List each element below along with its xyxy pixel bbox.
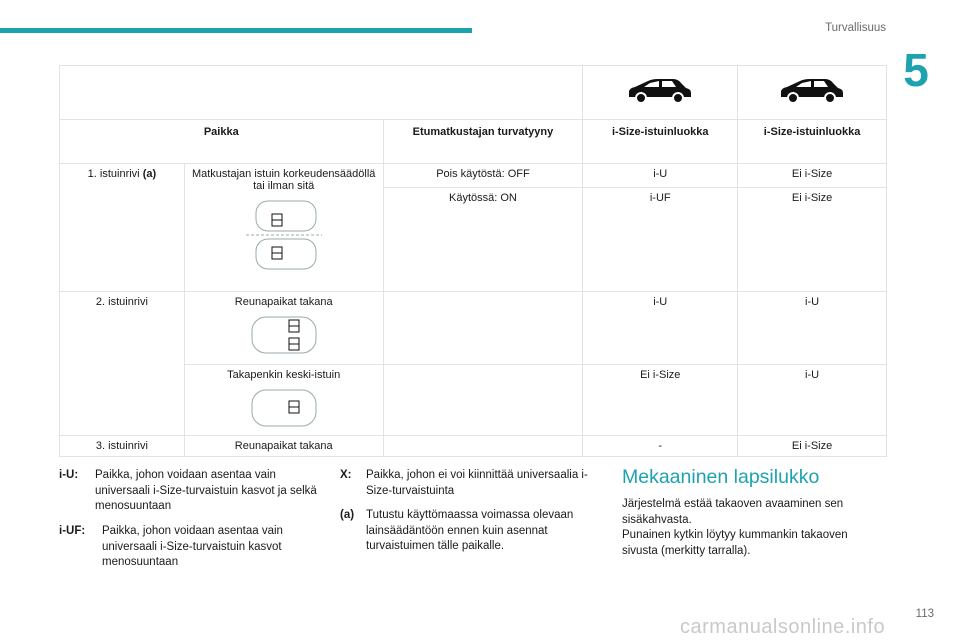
table-row xyxy=(60,292,887,365)
airbag-value: Pois käytöstä: OFF xyxy=(383,164,583,188)
child-lock-heading: Mekaaninen lapsilukko xyxy=(622,466,820,488)
row-position xyxy=(184,164,383,292)
isize-value-2: Ei i-Size xyxy=(738,436,887,457)
isize-value-2: i-U xyxy=(738,365,887,436)
isize-value-2: i-U xyxy=(738,292,887,365)
header-isize-2: i-Size-istuinluokka xyxy=(738,120,887,164)
position-text: Takapenkin keski-istuin xyxy=(227,369,341,381)
header-accent-bar xyxy=(0,28,472,33)
isize-value-2: Ei i-Size xyxy=(738,188,887,292)
header-isize-1: i-Size-istuinluokka xyxy=(583,120,738,164)
child-seat-table xyxy=(59,65,887,457)
position-text: Matkustajan istuin korkeudensäädöllä tai ilman sitä xyxy=(191,168,376,192)
section-title: Turvallisuus xyxy=(825,22,886,34)
row-label: 2. istuinrivi xyxy=(60,292,185,436)
airbag-value xyxy=(383,436,583,457)
table-row xyxy=(60,365,887,436)
airbag-value xyxy=(383,365,583,436)
table-row xyxy=(60,436,887,457)
isize-value-1: - xyxy=(583,436,738,457)
isize-value-1: i-UF xyxy=(583,188,738,292)
watermark: carmanualsonline.info xyxy=(680,616,886,638)
rear-center-seat-diagram xyxy=(249,387,319,429)
row-label: 3. istuinrivi xyxy=(60,436,185,457)
page-number: 113 xyxy=(915,608,934,620)
table-icon-row xyxy=(60,66,887,120)
position-text: Reunapaikat takana xyxy=(234,296,333,308)
car-icon xyxy=(778,77,846,105)
row-position xyxy=(184,365,383,436)
isize-value-2: Ei i-Size xyxy=(738,164,887,188)
table-row xyxy=(60,164,887,188)
car-icon xyxy=(626,77,694,105)
front-passenger-seat-diagram xyxy=(244,198,324,272)
header-position: Paikka xyxy=(60,120,384,164)
airbag-value xyxy=(383,292,583,365)
header-airbag: Etumatkustajan turvatyyny xyxy=(383,120,583,164)
row-position xyxy=(184,292,383,365)
isize-value-1: Ei i-Size xyxy=(583,365,738,436)
row-position: Reunapaikat takana xyxy=(184,436,383,457)
rear-outer-seats-diagram xyxy=(249,314,319,356)
chapter-number: 5 xyxy=(903,44,929,96)
airbag-value: Käytössä: ON xyxy=(383,188,583,292)
isize-value-1: i-U xyxy=(583,292,738,365)
child-lock-text: Järjestelmä estää takaoven avaaminen sen sisäkahvasta. Punainen kytkin löytyy kummankin takaoven sivusta (merkitty tarralla). xyxy=(622,498,848,557)
row-label: 1. istuinrivi (a) xyxy=(60,164,185,292)
isize-value-1: i-U xyxy=(583,164,738,188)
table-header-row xyxy=(60,120,887,164)
